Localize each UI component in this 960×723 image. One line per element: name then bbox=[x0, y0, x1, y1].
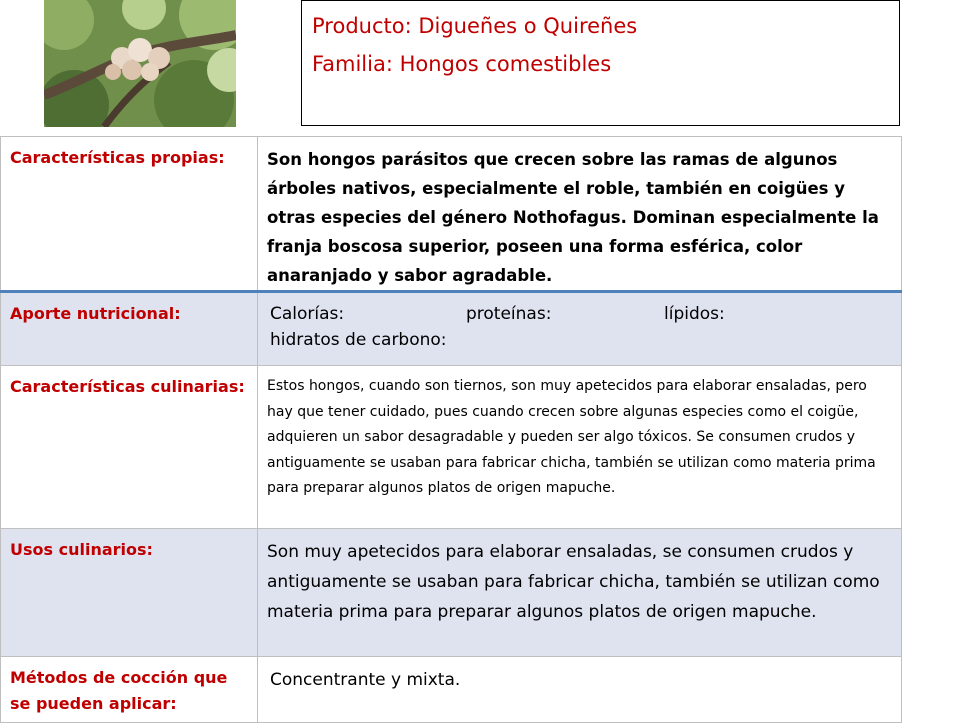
value-usos-culinarios: Son muy apetecidos para elaborar ensaladas, se consumen crudos y antiguamente se usaban para fabricar chicha, también se utilizan como materia prima para preparar algunos platos de origen mapuche. bbox=[258, 529, 902, 657]
product-header-box bbox=[301, 0, 900, 126]
row-caracteristicas-culinarias bbox=[1, 366, 902, 529]
metodos-coccion-text: Concentrante y mixta. bbox=[270, 670, 461, 690]
label-caracteristicas-propias: Características propias: bbox=[1, 137, 258, 292]
row-caracteristicas-propias bbox=[1, 137, 902, 292]
value-metodos-coccion bbox=[258, 657, 902, 723]
label-caracteristicas-culinarias: Características culinarias: bbox=[1, 366, 258, 529]
calorias-label: Calorías: bbox=[270, 304, 345, 324]
value-caracteristicas-culinarias: Estos hongos, cuando son tiernos, son muy apetecidos para elaborar ensaladas, pero hay que tener cuidado, pues cuando crecen sobre algunas especies como el coigüe, adquieren un sabor desagradable y pueden ser algo tóxicos. Se consumen crudos y antiguamente se usaban para fabricar chicha, también se utilizan como materia prima para preparar algunos platos de origen mapuche. bbox=[258, 366, 902, 529]
proteinas-label: proteínas: bbox=[466, 304, 552, 324]
row-usos-culinarios bbox=[1, 529, 902, 657]
value-aporte-nutricional bbox=[258, 292, 902, 366]
value-caracteristicas-propias: Son hongos parásitos que crecen sobre las ramas de algunos árboles nativos, especialmente el roble, también en coigües y otras especies del género Nothofagus. Dominan especialmente la franja boscosa superior, poseen una forma esférica, color anaranjado y sabor agradable. bbox=[258, 137, 902, 292]
row-aporte-nutricional bbox=[1, 292, 902, 366]
lipidos-label: lípidos: bbox=[664, 304, 725, 324]
product-name: Producto: Digueñes o Quireñes bbox=[312, 14, 638, 38]
label-metodos-coccion: Métodos de cocción que se pueden aplicar: bbox=[1, 657, 258, 723]
label-usos-culinarios: Usos culinarios: bbox=[1, 529, 258, 657]
product-family: Familia: Hongos comestibles bbox=[312, 52, 612, 76]
mushroom-branch-photo bbox=[44, 0, 236, 127]
row-metodos-coccion bbox=[1, 657, 902, 723]
product-info-table bbox=[0, 136, 902, 723]
hidratos-label: hidratos de carbono: bbox=[270, 330, 447, 350]
label-aporte-nutricional: Aporte nutricional: bbox=[1, 292, 258, 366]
